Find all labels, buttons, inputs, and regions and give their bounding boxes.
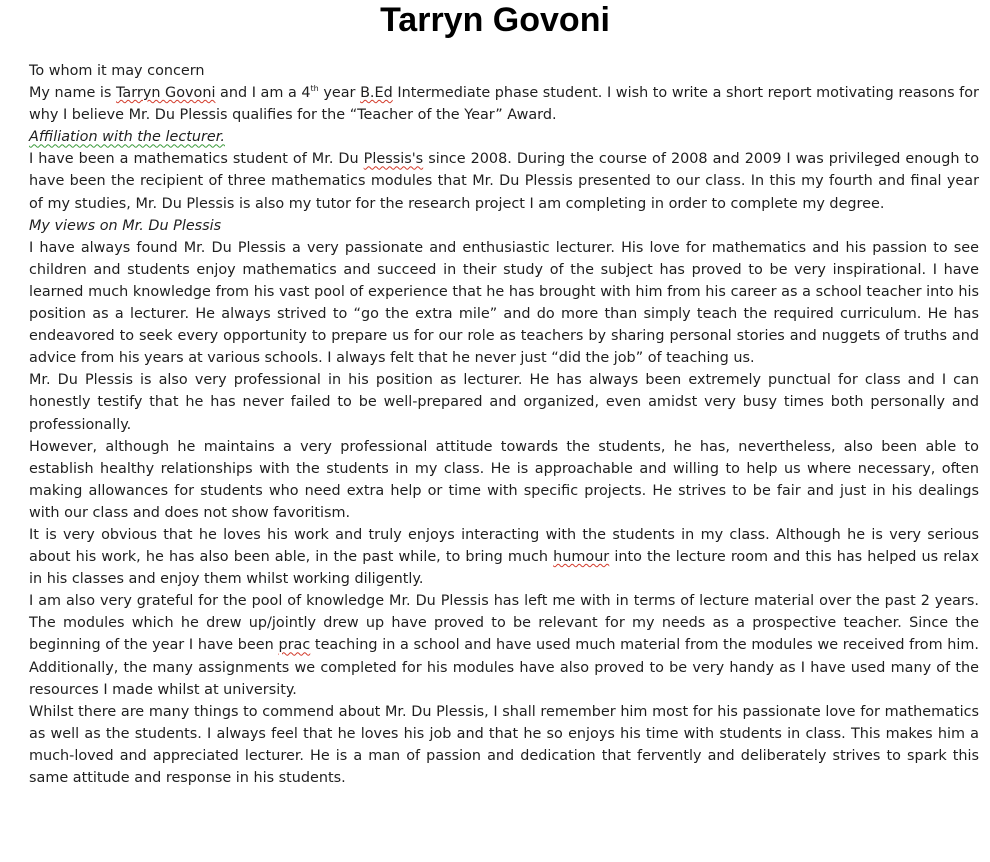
spellcheck-flag-humour: humour (553, 549, 610, 566)
intro-post: Intermediate phase student. I wish to write a short report motivating reasons for why I believe Mr. Du Plessis qualifies for the “Teacher of the Year” Award. (29, 85, 979, 124)
humour-post: into the lecture room and this has helped us relax in his classes and enjoy them whilst working diligently. (29, 549, 979, 588)
spellcheck-flag-degree: B.Ed (360, 85, 393, 102)
heading-affiliation (29, 126, 979, 148)
heading-views: My views on Mr. Du Plessis (29, 217, 222, 234)
grateful-post: teaching in a school and have used much material from the modules we received from him. Additionally, the many assignments we completed for his modules have also proved to be very handy as I have used many of the resources I made whilst at university. (29, 637, 980, 698)
relationships-paragraph: However, although he maintains a very professional attitude towards the students, he has, nevertheless, also been able to establish healthy relationships with the students in my class. He is approachable and willing to help us where necessary, often making allowances for students who need extra help or time with specific projects. He strives to be fair and just in his dealings with our class and does not show favoritism. (29, 438, 979, 521)
professional-paragraph: Mr. Du Plessis is also very professional in his position as lecturer. He has always been extremely punctual for class and I can honestly testify that he has never failed to be well-prepared and organized, even amidst very busy times both personally and professionally. (29, 372, 979, 433)
intro-paragraph (29, 82, 979, 126)
salutation-text: To whom it may concern (29, 63, 205, 79)
closing-paragraph: Whilst there are many things to commend about Mr. Du Plessis, I shall remember him most for his passionate love for mathematics as well as the students. I always feel that he loves his job and that he so enjoys his time with students in class. This makes him a much-loved and appreciated lecturer. He is a man of passion and dedication that fervently and deliberately strives to spark this same attitude and response in his students. (29, 703, 979, 786)
spellcheck-flag-prac: prac (278, 637, 311, 654)
humour-pre: It is very obvious that he loves his work and truly enjoys interacting with the students in my class. Although he is very serious about his work, he has also been able, in the past while, to bring much (29, 526, 979, 566)
intro-mid2: year (318, 85, 361, 102)
heading-affiliation-text: Affiliation with the lecturer. (29, 129, 225, 146)
ordinal-suffix: th (310, 84, 319, 94)
spellcheck-flag-plessis: Plessis's (363, 151, 424, 168)
passion-paragraph: I have always found Mr. Du Plessis a very passionate and enthusiastic lecturer. His love for mathematics and his passion to see children and students enjoy mathematics and succeed in their study of the subject has proved to be very inspirational. I have learned much knowledge from his vast pool of experience that he has brought with him from his career as a school teacher into his position as a lecturer. He always strived to “go the extra mile” and do more than simply teach the required curriculum. He has endeavored to seek every opportunity to prepare us for our role as teachers by sharing personal stories and nuggets of truths and advice from his years at various schools. I always felt that he never just “did the job” of teaching us. (29, 239, 979, 367)
spellcheck-flag-name: Tarryn Govoni (116, 85, 216, 102)
affiliation-paragraph (29, 148, 979, 214)
grateful-pre: I am also very grateful for the pool of knowledge Mr. Du Plessis has left me with in terms of lecture material over the past 2 years. The modules which he drew up/jointly drew up have proved to be relevant for my needs as a prospective teacher. Since the beginning of the year I have been (29, 593, 979, 654)
salutation (29, 60, 979, 82)
grateful-paragraph (29, 590, 979, 700)
letter-body (29, 60, 979, 789)
intro-mid1: and I am a 4 (215, 85, 311, 102)
humour-paragraph (29, 524, 979, 590)
affiliation-pre: I have been a mathematics student of Mr. Du (29, 151, 364, 168)
affiliation-post: since 2008. During the course of 2008 and 2009 I was privileged enough to have been the recipient of three mathematics modules that Mr. Du Plessis presented to our class. In this my fourth and final year of my studies, Mr. Du Plessis is also my tutor for the research project I am completing in order to complete my degree. (29, 151, 979, 212)
page-title: Tarryn Govoni (380, 1, 610, 39)
intro-pre: My name is (29, 85, 117, 102)
